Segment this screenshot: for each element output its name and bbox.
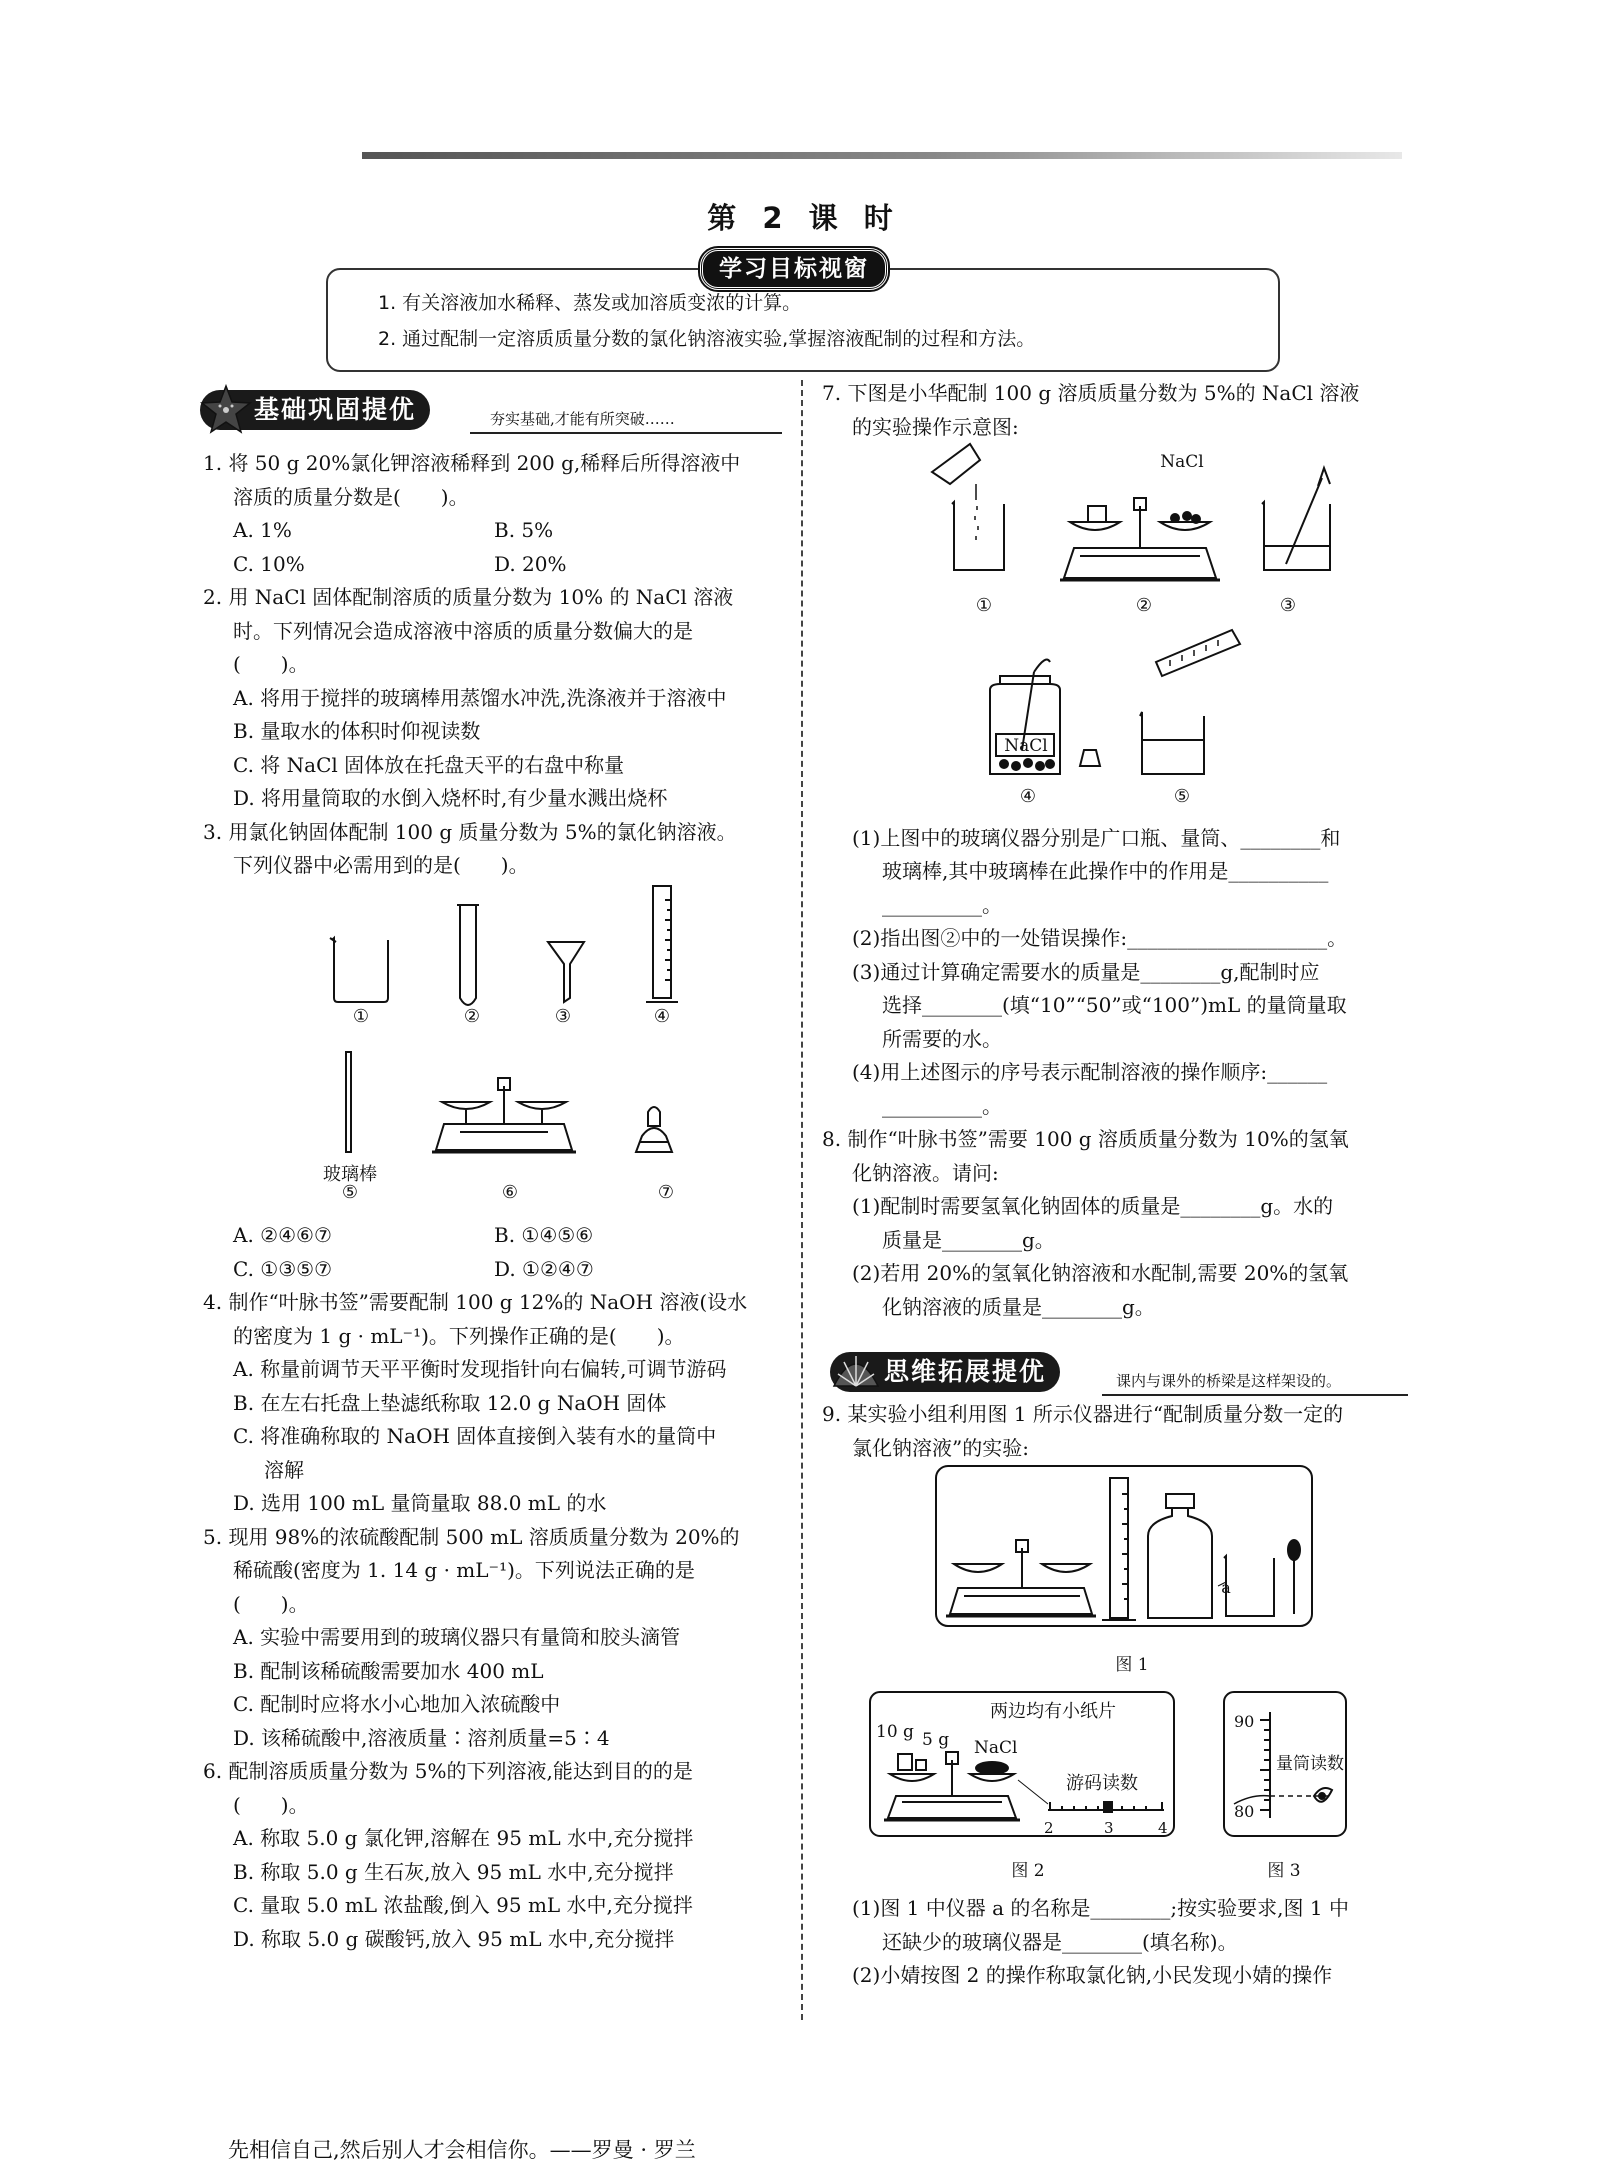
question-7-sub: (4)用上述图示的序号表示配制溶液的操作顺序:______ [852, 1060, 1328, 1084]
question-2-option-d: D. 将用量筒取的水倒入烧杯时,有少量水溅出烧杯 [233, 786, 668, 810]
question-7-sub: __________。 [882, 1094, 1002, 1118]
graduated-cylinder-icon [646, 886, 678, 1002]
question-3-option-a: A. ②④⑥⑦ [233, 1223, 332, 1247]
question-7-sub: (3)通过计算确定需要水的质量是________g,配制时应 [852, 960, 1320, 984]
question-4-option-c: 溶解 [264, 1458, 304, 1482]
section-underline [470, 432, 782, 434]
question-1-option-c: C. 10% [233, 552, 305, 576]
stirring-icon [1262, 468, 1330, 570]
question-9-sub: (2)小婧按图 2 的操作称取氯化钠,小民发现小婧的操作 [852, 1963, 1333, 1987]
learning-goals-tag: 学习目标视窗 [700, 248, 888, 290]
question-9-stem: 氯化钠溶液”的实验: [852, 1436, 1029, 1460]
dropper-icon [1288, 1540, 1300, 1614]
question-8-sub: 质量是________g。 [882, 1228, 1055, 1252]
question-1-option-b: B. 5% [494, 518, 554, 542]
section-basic-subtitle: 夯实基础,才能有所突破…… [490, 410, 675, 428]
rider-tick-label: 2 [1044, 1819, 1054, 1837]
balance-icon [946, 1540, 1096, 1616]
question-2-option-a: A. 将用于搅拌的玻璃棒用蒸馏水冲洗,洗涤液并于溶液中 [233, 686, 727, 710]
weights-box-icon [636, 1107, 672, 1152]
section-basic-title: 基础巩固提优 [200, 390, 430, 430]
figure-label: ⑦ [657, 1182, 675, 1203]
figure-2-note: 两边均有小纸片 [990, 1701, 1116, 1722]
beaker-icon [330, 938, 388, 1002]
figure-label: ⑥ [501, 1182, 519, 1203]
weighing-nacl-icon [1060, 498, 1220, 580]
question-3-option-c: C. ①③⑤⑦ [233, 1257, 333, 1281]
figure-label: ⑤ [341, 1182, 359, 1203]
question-4-stem: 4. 制作“叶脉书签”需要配制 100 g 12%的 NaOH 溶液(设水 [203, 1290, 748, 1314]
question-2-option-b: B. 量取水的体积时仰视读数 [233, 719, 481, 743]
figure-caption: 图 3 [1267, 1861, 1301, 1881]
goal-item: 1. 有关溶液加水稀释、蒸发或加溶质变浓的计算。 [378, 292, 802, 314]
question-5-option-b: B. 配制该稀硫酸需要加水 400 mL [233, 1659, 544, 1683]
cylinder-tick-label: 90 [1234, 1712, 1255, 1731]
question-9-sub: (1)图 1 中仪器 a 的名称是________;按实验要求,图 1 中 [852, 1896, 1349, 1920]
rider-tick-label: 4 [1158, 1819, 1168, 1837]
question-4-option-a: A. 称量前调节天平平衡时发现指针向右偏转,可调节游码 [233, 1357, 727, 1381]
question-4-option-d: D. 选用 100 mL 量筒量取 88.0 mL 的水 [233, 1491, 607, 1515]
question-4-stem: 的密度为 1 g · mL⁻¹)。下列操作正确的是( )。 [233, 1324, 685, 1348]
section-extension-header [830, 1352, 1410, 1396]
footer-quote: 先相信自己,然后别人才会相信你。——罗曼 · 罗兰 [228, 2138, 696, 2162]
question-1-option-a: A. 1% [233, 518, 292, 542]
eye-icon [1314, 1788, 1332, 1802]
question-7-sub: 玻璃棒,其中玻璃棒在此操作中的作用是__________ [882, 859, 1329, 883]
figure-label: ③ [554, 1006, 572, 1027]
question-6-option-d: D. 称取 5.0 g 碳酸钙,放入 95 mL 水中,充分搅拌 [233, 1927, 675, 1951]
question-2-stem: 时。下列情况会造成溶液中溶质的质量分数偏大的是 [233, 619, 693, 643]
reagent-bottle-icon [1148, 1494, 1212, 1618]
question-8-sub: (1)配制时需要氢氧化钠固体的质量是________g。水的 [852, 1194, 1334, 1218]
balance-icon [432, 1078, 576, 1152]
question-4-option-b: B. 在左右托盘上垫滤纸称取 12.0 g NaOH 固体 [233, 1391, 667, 1415]
question-3-apparatus-figure [320, 880, 700, 1200]
salt-label: NaCl [974, 1738, 1018, 1758]
rider-tick-label: 3 [1104, 1819, 1114, 1837]
goal-item: 2. 通过配制一定溶质质量分数的氯化钠溶液实验,掌握溶液配制的过程和方法。 [378, 328, 1036, 350]
shell-icon [830, 1346, 882, 1398]
question-6-option-c: C. 量取 5.0 mL 浓盐酸,倒入 95 mL 水中,充分搅拌 [233, 1893, 693, 1917]
glass-rod-icon [346, 1052, 351, 1152]
figure-caption: 图 2 [1011, 1861, 1045, 1881]
question-8-stem: 化钠溶液。请问: [852, 1161, 999, 1185]
weight-label: 10 g [876, 1722, 914, 1742]
question-9-sub: 还缺少的玻璃仪器是________(填名称)。 [882, 1930, 1238, 1954]
figure-1-a-label: a [1221, 1578, 1231, 1597]
question-6-option-b: B. 称取 5.0 g 生石灰,放入 95 mL 水中,充分搅拌 [233, 1860, 674, 1884]
question-3-option-b: B. ①④⑤⑥ [494, 1223, 594, 1247]
question-6-stem: 6. 配制溶质质量分数为 5%的下列溶液,能达到目的的是 [203, 1759, 693, 1783]
pouring-solid-icon [932, 444, 1004, 570]
question-8-sub: (2)若用 20%的氢氧化钠溶液和水配制,需要 20%的氢氧 [852, 1261, 1349, 1285]
rider-reading-label: 游码读数 [1066, 1773, 1138, 1794]
question-7-stem: 7. 下图是小华配制 100 g 溶质质量分数为 5%的 NaCl 溶液 [822, 381, 1360, 405]
figure-label: ⑤ [1173, 786, 1191, 807]
question-7-stem: 的实验操作示意图: [852, 415, 1019, 439]
header-rule [362, 152, 1402, 159]
figure-label: ① [352, 1006, 370, 1027]
question-7-sub: 选择________(填“10”“50”或“100”)mL 的量筒量取 [882, 993, 1347, 1017]
question-7-sub: (2)指出图②中的一处错误操作:____________________。 [852, 926, 1348, 950]
cylinder-tick-label: 80 [1234, 1802, 1255, 1821]
column-divider [801, 380, 803, 2020]
question-3-stem: 下列仪器中必需用到的是( )。 [233, 853, 529, 877]
question-1-option-d: D. 20% [494, 552, 567, 576]
question-1-stem: 溶质的质量分数是( )。 [233, 485, 469, 509]
figure-label: ④ [1019, 786, 1037, 807]
question-5-stem: ( )。 [233, 1592, 309, 1616]
question-7-sub: (1)上图中的玻璃仪器分别是广口瓶、量筒、________和 [852, 826, 1341, 850]
question-6-option-a: A. 称取 5.0 g 氯化钾,溶解在 95 mL 水中,充分搅拌 [233, 1826, 694, 1850]
question-9-figure-1 [934, 1464, 1314, 1634]
question-8-sub: 化钠溶液的质量是________g。 [882, 1295, 1155, 1319]
question-5-stem: 稀硫酸(密度为 1. 14 g · mL⁻¹)。下列说法正确的是 [233, 1558, 695, 1582]
question-7-sub: __________。 [882, 893, 1002, 917]
question-9-stem: 9. 某实验小组利用图 1 所示仪器进行“配制质量分数一定的 [822, 1402, 1344, 1426]
figure-caption: 图 1 [1115, 1655, 1149, 1675]
cylinder-reading-label: 量筒读数 [1276, 1754, 1344, 1774]
question-5-option-c: C. 配制时应将水小心地加入浓硫酸中 [233, 1692, 561, 1716]
section-extension-subtitle: 课内与课外的桥梁是这样架设的。 [1116, 1372, 1342, 1390]
question-2-option-c: C. 将 NaCl 固体放在托盘天平的右盘中称量 [233, 753, 625, 777]
figure-label: ③ [1279, 595, 1297, 616]
pouring-water-icon [1140, 630, 1240, 774]
figure-label: ② [463, 1006, 481, 1027]
question-5-option-a: A. 实验中需要用到的玻璃仪器只有量筒和胶头滴管 [233, 1625, 681, 1649]
question-3-option-d: D. ①②④⑦ [494, 1257, 594, 1281]
balance-icon [884, 1752, 1020, 1820]
graduated-cylinder-icon [1102, 1478, 1136, 1620]
test-tube-icon [457, 905, 479, 1005]
figure-label: ④ [653, 1006, 671, 1027]
question-3-stem: 3. 用氯化钠固体配制 100 g 质量分数为 5%的氯化钠溶液。 [203, 820, 737, 844]
section-basic-header [200, 390, 780, 434]
question-8-stem: 8. 制作“叶脉书签”需要 100 g 溶质质量分数为 10%的氢氧 [822, 1127, 1349, 1151]
question-5-option-d: D. 该稀硫酸中,溶液质量∶溶剂质量=5∶4 [233, 1726, 610, 1750]
question-2-stem: 2. 用 NaCl 固体配制溶质的质量分数为 10% 的 NaCl 溶液 [203, 585, 734, 609]
lesson-title: 第 2 课 时 [707, 201, 901, 235]
section-underline [1102, 1394, 1408, 1396]
question-6-stem: ( )。 [233, 1793, 309, 1817]
question-5-stem: 5. 现用 98%的浓硫酸配制 500 mL 溶质质量分数为 20%的 [203, 1525, 740, 1549]
figure-label: NaCl [1004, 736, 1048, 756]
question-4-option-c: C. 将准确称取的 NaOH 固体直接倒入装有水的量筒中 [233, 1424, 717, 1448]
figure-label: NaCl [1160, 452, 1204, 472]
question-1-stem: 1. 将 50 g 20%氯化钾溶液稀释到 200 g,稀释后所得溶液中 [203, 451, 741, 475]
funnel-icon [548, 942, 584, 1002]
figure-label: 玻璃棒 [323, 1164, 377, 1185]
figure-label: ① [975, 595, 993, 616]
weight-label: 5 g [922, 1730, 950, 1750]
reagent-bottle-icon [990, 660, 1100, 774]
figure-label: ② [1135, 595, 1153, 616]
section-extension-title: 思维拓展提优 [830, 1352, 1060, 1392]
starfish-icon [200, 384, 252, 436]
question-7-sub: 所需要的水。 [882, 1027, 1002, 1051]
question-7-operation-figure [930, 440, 1350, 820]
question-2-stem: ( )。 [233, 652, 309, 676]
